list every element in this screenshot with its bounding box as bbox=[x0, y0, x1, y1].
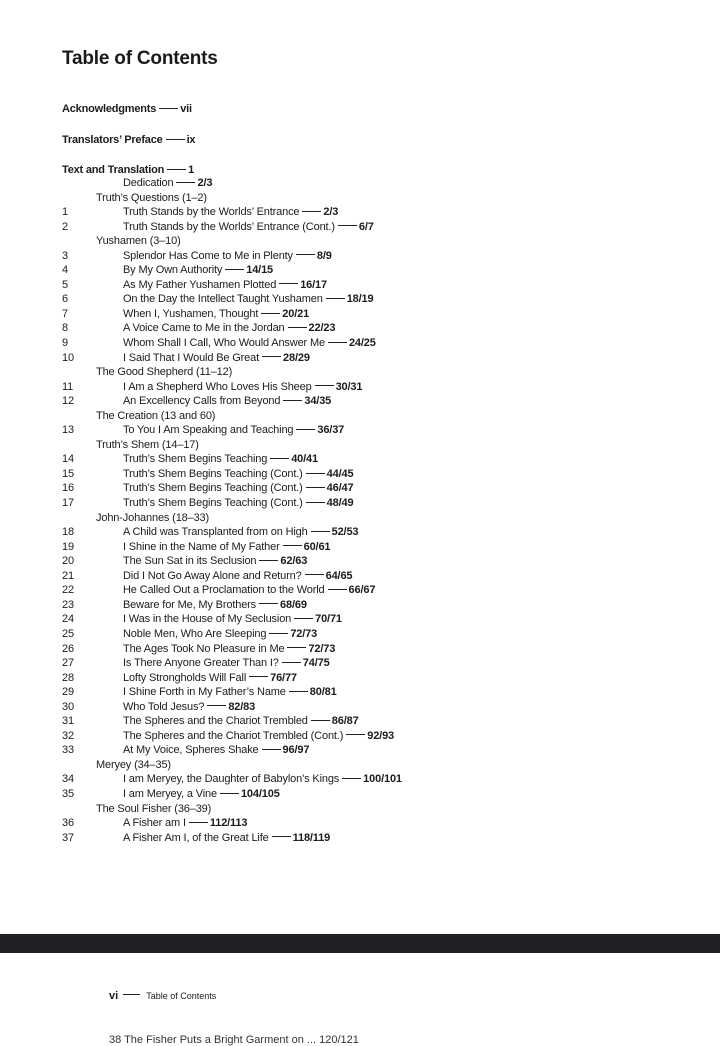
entry-page: 92/93 bbox=[367, 729, 395, 742]
entry-title bbox=[123, 496, 353, 511]
group-title: Truth’s Questions (1–2) bbox=[96, 191, 207, 204]
group-title: The Soul Fisher (36–39) bbox=[96, 802, 212, 815]
dash-leader bbox=[159, 108, 178, 109]
entry-title bbox=[123, 729, 394, 744]
entry-title bbox=[123, 351, 310, 366]
group-title: Yushamen (3–10) bbox=[96, 235, 181, 248]
entry-title-text: To You I Am Speaking and Teaching bbox=[123, 424, 294, 437]
entry-title-text: Truth’s Shem Begins Teaching (Cont.) bbox=[123, 467, 303, 480]
toc-entry bbox=[0, 336, 720, 351]
entry-title bbox=[123, 452, 318, 467]
group-title: The Good Shepherd (11–12) bbox=[96, 366, 233, 379]
entry-title bbox=[123, 627, 317, 642]
entry-number: 35 bbox=[62, 787, 74, 800]
entry-number: 21 bbox=[62, 569, 74, 582]
entry-number: 30 bbox=[62, 700, 74, 713]
toc-group-heading bbox=[0, 758, 720, 773]
entry-title-text: Truth’s Shem Begins Teaching bbox=[123, 453, 268, 466]
entry-title bbox=[123, 569, 352, 584]
entry-page: 68/69 bbox=[280, 598, 307, 611]
entry-page: 52/53 bbox=[331, 526, 359, 539]
entry-title bbox=[123, 671, 297, 686]
dash-leader bbox=[261, 313, 280, 314]
front-matter-entry bbox=[62, 103, 192, 115]
entry-title bbox=[123, 205, 338, 220]
dash-leader bbox=[306, 487, 325, 488]
entry-number: 26 bbox=[62, 642, 74, 655]
entry-page: 70/71 bbox=[315, 613, 342, 626]
toc-entry bbox=[0, 321, 720, 336]
toc-entry bbox=[0, 380, 720, 395]
entry-page: 6/7 bbox=[358, 220, 374, 233]
toc-entry bbox=[0, 554, 720, 569]
toc-entry bbox=[0, 700, 720, 715]
dash-leader bbox=[338, 225, 357, 226]
dash-leader bbox=[249, 676, 268, 677]
dash-leader bbox=[326, 298, 345, 299]
entry-number: 11 bbox=[62, 380, 74, 393]
entry-number: 3 bbox=[62, 249, 68, 262]
toc-entry bbox=[0, 307, 720, 322]
entry-title bbox=[123, 612, 342, 627]
entry-page: 30/31 bbox=[335, 380, 363, 393]
entry-title bbox=[123, 656, 330, 671]
dash-leader bbox=[342, 778, 361, 779]
dash-leader bbox=[283, 400, 302, 401]
group-title: The Creation (13 and 60) bbox=[96, 409, 216, 422]
entry-title-text: I Was in the House of My Seclusion bbox=[123, 613, 292, 626]
dash-leader bbox=[288, 327, 307, 328]
running-head: Table of Contents bbox=[146, 991, 217, 1001]
toc-entry bbox=[0, 278, 720, 293]
dash-leader bbox=[328, 342, 347, 343]
entry-number: 36 bbox=[62, 817, 74, 830]
entry-title bbox=[123, 467, 353, 482]
front-matter-page: ix bbox=[186, 134, 196, 146]
entry-title bbox=[123, 307, 309, 322]
entry-page: 66/67 bbox=[348, 584, 376, 597]
entry-number: 5 bbox=[62, 278, 68, 291]
entry-number: 19 bbox=[62, 540, 74, 553]
entry-page: 48/49 bbox=[326, 497, 354, 510]
toc-entry bbox=[0, 481, 720, 496]
entry-title-text: I Am a Shepherd Who Loves His Sheep bbox=[123, 380, 312, 393]
toc-entry bbox=[0, 714, 720, 729]
entry-number: 34 bbox=[62, 773, 74, 786]
dash-leader bbox=[167, 169, 186, 170]
dash-leader bbox=[294, 618, 313, 619]
entry-title-text: The Ages Took No Pleasure in Me bbox=[123, 642, 285, 655]
dash-leader bbox=[123, 994, 140, 995]
entry-title-text: I am Meryey, the Daughter of Babylon’s Kings bbox=[123, 773, 340, 786]
entry-page: 14/15 bbox=[246, 264, 274, 277]
dash-leader bbox=[306, 502, 325, 503]
page-title: Table of Contents bbox=[62, 48, 218, 69]
entry-title-text: Beware for Me, My Brothers bbox=[123, 598, 257, 611]
entry-number: 37 bbox=[62, 831, 74, 844]
entry-title-text: He Called Out a Proclamation to the World bbox=[123, 584, 325, 597]
toc-entry bbox=[0, 685, 720, 700]
entry-title-text: Whom Shall I Call, Who Would Answer Me bbox=[123, 337, 325, 350]
entry-number: 16 bbox=[62, 482, 74, 495]
entry-number: 28 bbox=[62, 671, 74, 684]
entry-title bbox=[123, 743, 309, 758]
entry-title-text: Truth’s Shem Begins Teaching (Cont.) bbox=[123, 482, 303, 495]
toc-entry bbox=[0, 656, 720, 671]
entry-title bbox=[123, 220, 374, 235]
dash-leader bbox=[259, 560, 278, 561]
entry-title bbox=[123, 831, 330, 846]
entry-number: 4 bbox=[62, 264, 68, 277]
entry-number: 23 bbox=[62, 598, 74, 611]
entry-title-text: I Shine Forth in My Father’s Name bbox=[123, 686, 286, 699]
page-footer bbox=[109, 990, 216, 1002]
entry-page: 18/19 bbox=[346, 293, 374, 306]
entry-title-text: A Fisher am I bbox=[123, 817, 186, 830]
entry-number: 31 bbox=[62, 715, 74, 728]
entry-title bbox=[123, 787, 280, 802]
entry-title-text: A Child was Transplanted from on High bbox=[123, 526, 308, 539]
dash-leader bbox=[302, 211, 321, 212]
dash-leader bbox=[296, 429, 315, 430]
entry-number: 15 bbox=[62, 467, 74, 480]
dash-leader bbox=[311, 531, 330, 532]
entry-page: 46/47 bbox=[326, 482, 354, 495]
entry-page: 64/65 bbox=[325, 569, 353, 582]
entry-number: 17 bbox=[62, 497, 74, 510]
entry-number: 2 bbox=[62, 220, 68, 233]
toc-group-heading bbox=[0, 365, 720, 380]
toc-entry bbox=[0, 612, 720, 627]
entry-title-text: Truth Stands by the Worlds’ Entrance (Cont.) bbox=[123, 220, 335, 233]
entry-page: 36/37 bbox=[317, 424, 345, 437]
entry-number: 20 bbox=[62, 555, 74, 568]
dash-leader bbox=[189, 822, 208, 823]
entry-title bbox=[123, 481, 353, 496]
entry-title bbox=[123, 336, 376, 351]
entry-number: 33 bbox=[62, 744, 74, 757]
toc-group-heading bbox=[0, 234, 720, 249]
front-matter-entry bbox=[62, 164, 194, 176]
entry-title bbox=[123, 540, 330, 555]
entry-title-text: As My Father Yushamen Plotted bbox=[123, 278, 277, 291]
toc-group-heading bbox=[0, 438, 720, 453]
entry-title bbox=[123, 292, 373, 307]
entry-page: 62/63 bbox=[280, 555, 308, 568]
entry-title-text: By My Own Authority bbox=[123, 264, 223, 277]
entry-title bbox=[123, 176, 212, 191]
entry-page: 100/101 bbox=[363, 773, 402, 786]
entry-page: 104/105 bbox=[240, 787, 280, 800]
entry-title bbox=[123, 583, 375, 598]
entry-page: 82/83 bbox=[228, 700, 256, 713]
toc-group-heading bbox=[0, 802, 720, 817]
dash-leader bbox=[259, 603, 278, 604]
toc-entry bbox=[0, 772, 720, 787]
toc-entry bbox=[0, 176, 720, 191]
entry-title bbox=[123, 714, 359, 729]
clipped-next-page-line: 38 The Fisher Puts a Bright Garment on ... 120/121 bbox=[109, 1034, 359, 1046]
entry-page: 22/23 bbox=[308, 322, 336, 335]
toc-entry bbox=[0, 598, 720, 613]
entry-title-text: A Voice Came to Me in the Jordan bbox=[123, 322, 285, 335]
entry-number: 9 bbox=[62, 337, 68, 350]
entry-number: 27 bbox=[62, 657, 74, 670]
toc-entry bbox=[0, 642, 720, 657]
dash-leader bbox=[269, 633, 288, 634]
dash-leader bbox=[225, 269, 244, 270]
entry-number: 24 bbox=[62, 613, 74, 626]
entry-page: 20/21 bbox=[282, 307, 310, 320]
toc-group-heading bbox=[0, 191, 720, 206]
entry-title bbox=[123, 249, 332, 264]
toc-entry bbox=[0, 816, 720, 831]
toc-entry bbox=[0, 205, 720, 220]
entry-title-text: When I, Yushamen, Thought bbox=[123, 307, 259, 320]
toc-entry bbox=[0, 249, 720, 264]
page-folio: vi bbox=[109, 990, 119, 1002]
dash-leader bbox=[346, 734, 365, 735]
dash-leader bbox=[311, 720, 330, 721]
entry-page: 40/41 bbox=[291, 453, 318, 466]
dash-leader bbox=[279, 283, 298, 284]
toc-entry bbox=[0, 452, 720, 467]
front-matter-title: Acknowledgments bbox=[62, 103, 157, 115]
dash-leader bbox=[283, 545, 302, 546]
entry-page: 24/25 bbox=[348, 337, 376, 350]
dash-leader bbox=[296, 254, 315, 255]
entry-number: 13 bbox=[62, 424, 74, 437]
dash-leader bbox=[272, 836, 291, 837]
entry-number: 1 bbox=[62, 206, 68, 219]
dash-leader bbox=[305, 574, 324, 575]
entry-title-text: On the Day the Intellect Taught Yushamen bbox=[123, 293, 323, 306]
entry-title-text: I am Meryey, a Vine bbox=[123, 787, 217, 800]
entry-title bbox=[123, 816, 247, 831]
entry-title-text: Dedication bbox=[123, 177, 174, 189]
dash-leader bbox=[207, 705, 226, 706]
entry-page: 80/81 bbox=[309, 686, 337, 699]
entry-page: 96/97 bbox=[282, 744, 310, 757]
group-title: Meryey (34–35) bbox=[96, 758, 171, 771]
entry-number: 7 bbox=[62, 307, 68, 320]
entry-title bbox=[123, 700, 255, 715]
entry-title-text: Splendor Has Come to Me in Plenty bbox=[123, 249, 293, 262]
entry-title bbox=[123, 394, 331, 409]
page-bottom-band bbox=[0, 934, 720, 953]
entry-number: 29 bbox=[62, 686, 74, 699]
dash-leader bbox=[166, 139, 185, 140]
dash-leader bbox=[176, 182, 195, 183]
entry-title bbox=[123, 772, 402, 787]
entry-title-text: The Spheres and the Chariot Trembled (Cont.) bbox=[123, 729, 344, 742]
entry-page: 72/73 bbox=[290, 627, 318, 640]
toc-group-heading bbox=[0, 511, 720, 526]
entry-page: 44/45 bbox=[326, 467, 354, 480]
entry-page: 112/113 bbox=[209, 817, 248, 830]
toc-entry bbox=[0, 569, 720, 584]
entry-title-text: Truth’s Shem Begins Teaching (Cont.) bbox=[123, 497, 303, 510]
entry-title-text: A Fisher Am I, of the Great Life bbox=[123, 831, 269, 844]
entry-page: 60/61 bbox=[303, 540, 331, 553]
dash-leader bbox=[315, 385, 334, 386]
entry-title-text: Did I Not Go Away Alone and Return? bbox=[123, 569, 302, 582]
entry-page: 74/75 bbox=[302, 657, 330, 670]
toc-entry bbox=[0, 525, 720, 540]
entry-title-text: Lofty Strongholds Will Fall bbox=[123, 671, 247, 684]
entry-page: 2/3 bbox=[323, 206, 339, 219]
entry-page: 86/87 bbox=[331, 715, 359, 728]
dash-leader bbox=[220, 793, 239, 794]
toc-entry bbox=[0, 263, 720, 278]
toc-entry bbox=[0, 394, 720, 409]
dash-leader bbox=[328, 589, 347, 590]
entry-title-text: The Sun Sat in its Seclusion bbox=[123, 555, 257, 568]
entry-page: 28/29 bbox=[283, 351, 310, 364]
entry-title bbox=[123, 525, 358, 540]
entry-page: 34/35 bbox=[304, 395, 332, 408]
toc-list bbox=[0, 176, 720, 845]
entry-title bbox=[123, 554, 307, 569]
group-title: Truth’s Shem (14–17) bbox=[96, 438, 199, 451]
dash-leader bbox=[282, 662, 301, 663]
entry-title bbox=[123, 321, 335, 336]
entry-page: 72/73 bbox=[308, 642, 336, 655]
front-matter-entry bbox=[62, 134, 195, 146]
entry-number: 14 bbox=[62, 453, 74, 466]
entry-title bbox=[123, 642, 335, 657]
dash-leader bbox=[262, 356, 281, 357]
entry-title bbox=[123, 278, 327, 293]
dash-leader bbox=[289, 691, 308, 692]
entry-page: 76/77 bbox=[270, 671, 297, 684]
front-matter-title: Translators’ Preface bbox=[62, 134, 163, 146]
toc-group-heading bbox=[0, 409, 720, 424]
dash-leader bbox=[287, 647, 306, 648]
entry-number: 8 bbox=[62, 322, 68, 335]
toc-entry bbox=[0, 351, 720, 366]
toc-entry bbox=[0, 671, 720, 686]
entry-page: 2/3 bbox=[197, 177, 213, 189]
toc-entry bbox=[0, 423, 720, 438]
entry-title-text: I Shine in the Name of My Father bbox=[123, 540, 280, 553]
entry-title-text: Who Told Jesus? bbox=[123, 700, 205, 713]
toc-entry bbox=[0, 831, 720, 846]
toc-entry bbox=[0, 583, 720, 598]
entry-title-text: At My Voice, Spheres Shake bbox=[123, 744, 259, 757]
toc-entry bbox=[0, 292, 720, 307]
toc-entry bbox=[0, 787, 720, 802]
entry-page: 8/9 bbox=[316, 249, 332, 262]
dash-leader bbox=[306, 473, 325, 474]
front-matter-page: vii bbox=[180, 103, 192, 115]
entry-title-text: An Excellency Calls from Beyond bbox=[123, 395, 281, 408]
entry-number: 10 bbox=[62, 351, 74, 364]
entry-title bbox=[123, 380, 362, 395]
entry-title bbox=[123, 263, 273, 278]
entry-number: 18 bbox=[62, 526, 74, 539]
entry-number: 12 bbox=[62, 395, 74, 408]
entry-number: 22 bbox=[62, 584, 74, 597]
toc-entry bbox=[0, 496, 720, 511]
entry-title-text: Truth Stands by the Worlds’ Entrance bbox=[123, 206, 300, 219]
toc-entry bbox=[0, 743, 720, 758]
dash-leader bbox=[262, 749, 281, 750]
entry-title-text: I Said That I Would Be Great bbox=[123, 351, 260, 364]
toc-entry bbox=[0, 467, 720, 482]
entry-number: 32 bbox=[62, 729, 74, 742]
entry-page: 16/17 bbox=[300, 278, 327, 291]
front-matter-title: Text and Translation bbox=[62, 164, 165, 176]
front-matter-page: 1 bbox=[188, 164, 195, 176]
entry-title-text: The Spheres and the Chariot Trembled bbox=[123, 715, 308, 728]
entry-title-text: Noble Men, Who Are Sleeping bbox=[123, 627, 267, 640]
entry-title bbox=[123, 598, 307, 613]
toc-entry bbox=[0, 627, 720, 642]
entry-page: 118/119 bbox=[292, 831, 331, 844]
entry-title bbox=[123, 423, 344, 438]
toc-entry bbox=[0, 729, 720, 744]
toc-entry bbox=[0, 220, 720, 235]
entry-number: 25 bbox=[62, 627, 74, 640]
dash-leader bbox=[270, 458, 289, 459]
entry-title-text: Is There Anyone Greater Than I? bbox=[123, 657, 279, 670]
toc-entry bbox=[0, 540, 720, 555]
entry-title bbox=[123, 685, 337, 700]
group-title: John-Johannes (18–33) bbox=[96, 511, 210, 524]
entry-number: 6 bbox=[62, 293, 68, 306]
